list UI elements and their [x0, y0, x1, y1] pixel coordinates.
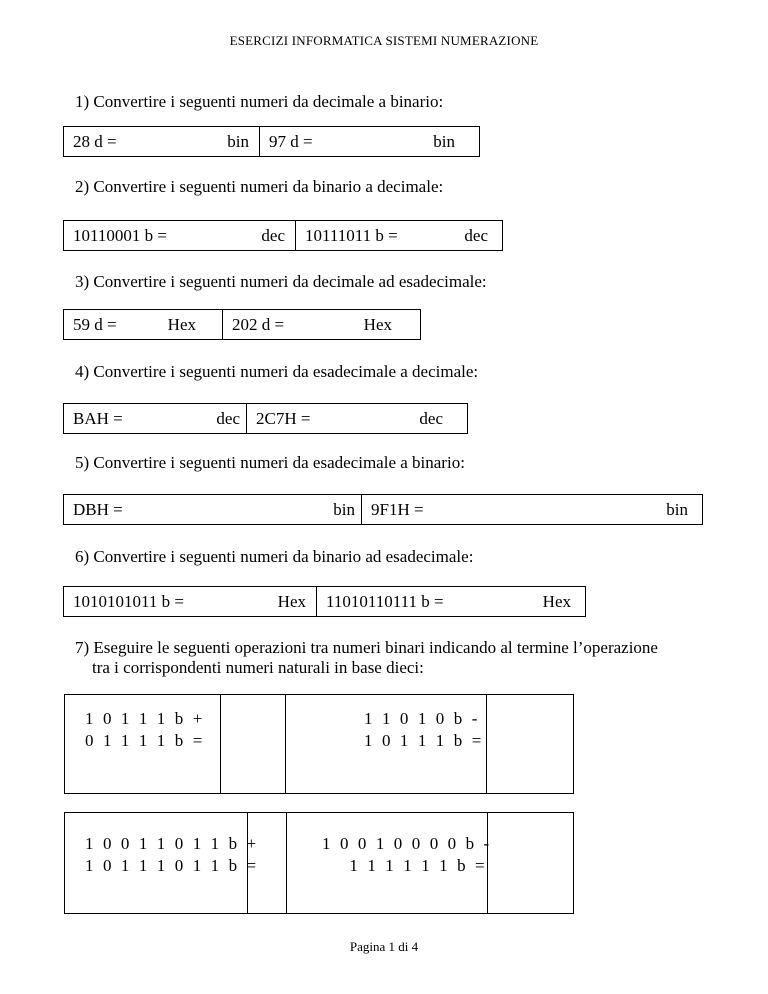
cell-label: 202 d = [232, 315, 285, 334]
cell-label: 1010101011 b = [73, 592, 184, 611]
answer-cell[interactable] [316, 587, 585, 616]
decimal-answer-cell[interactable] [487, 813, 573, 913]
question-6-title: 6) Convertire i seguenti numeri da binario ad esadecimale: [75, 547, 474, 566]
question-1-table [63, 126, 480, 157]
cell-unit: bin [666, 500, 688, 519]
answer-cell[interactable] [361, 495, 702, 524]
operation-cell [285, 695, 486, 793]
cell-label: DBH = [73, 500, 123, 519]
cell-unit: dec [261, 226, 285, 245]
answer-cell[interactable] [64, 587, 316, 616]
cell-unit: Hex [277, 592, 306, 611]
operation-cell [65, 813, 259, 913]
binary-operand: 1 0 0 1 0 0 0 0 b - [322, 834, 492, 853]
answer-cell[interactable] [64, 495, 361, 524]
answer-cell[interactable] [64, 221, 295, 250]
cell-unit: bin [333, 500, 355, 519]
question-5-table [63, 494, 703, 525]
cell-label: 10110001 b = [73, 226, 167, 245]
question-2-table [63, 220, 503, 251]
cell-label: 10111011 b = [305, 226, 398, 245]
binary-operand: 0 1 1 1 1 b = [85, 731, 205, 750]
question-7-title: 7) Eseguire le seguenti operazioni tra numeri binari indicando al termine l’operazione [75, 638, 658, 657]
cell-unit: bin [433, 132, 455, 151]
cell-label: 28 d = [73, 132, 117, 151]
operation-cell [65, 695, 220, 793]
cell-label: 2C7H = [256, 409, 311, 428]
operation-table-2 [64, 812, 574, 914]
question-4-title: 4) Convertire i seguenti numeri da esadecimale a decimale: [75, 362, 479, 381]
answer-cell[interactable] [222, 310, 420, 339]
cell-unit: dec [419, 409, 443, 428]
answer-cell[interactable] [64, 127, 259, 156]
binary-operand: 1 0 1 1 1 0 1 1 b = [85, 856, 259, 875]
decimal-answer-cell[interactable] [486, 695, 573, 793]
page-footer: Pagina 1 di 4 [349, 939, 419, 954]
cell-unit: dec [216, 409, 240, 428]
cell-unit: dec [464, 226, 488, 245]
answer-cell[interactable] [64, 310, 222, 339]
binary-operand: 1 1 0 1 0 b - [364, 709, 480, 728]
binary-operand: 1 1 1 1 1 1 b = [322, 856, 488, 875]
decimal-answer-cell[interactable] [220, 695, 285, 793]
cell-unit: bin [227, 132, 249, 151]
cell-unit: Hex [542, 592, 571, 611]
page-header: ESERCIZI INFORMATICA SISTEMI NUMERAZIONE [229, 33, 539, 48]
binary-operand: 1 0 0 1 1 0 1 1 b + [85, 834, 259, 853]
cell-label: 9F1H = [371, 500, 424, 519]
answer-cell[interactable] [246, 404, 467, 433]
answer-cell[interactable] [295, 221, 502, 250]
answer-cell[interactable] [259, 127, 479, 156]
question-7-title-cont: tra i corrispondenti numeri naturali in base dieci: [92, 658, 424, 677]
question-5-title: 5) Convertire i seguenti numeri da esadecimale a binario: [75, 453, 465, 472]
cell-unit: Hex [363, 315, 392, 334]
cell-label: 11010110111 b = [326, 592, 444, 611]
cell-label: 97 d = [269, 132, 313, 151]
binary-operand: 1 0 1 1 1 b = [364, 731, 484, 750]
operation-cell [286, 813, 492, 913]
question-3-title: 3) Convertire i seguenti numeri da decimale ad esadecimale: [75, 272, 487, 291]
question-3-table [63, 309, 421, 340]
question-6-table [63, 586, 586, 617]
question-4-table [63, 403, 468, 434]
decimal-answer-cell[interactable] [247, 813, 286, 913]
question-2-title: 2) Convertire i seguenti numeri da binario a decimale: [75, 177, 444, 196]
operation-table-1 [64, 694, 574, 794]
question-1-title: 1) Convertire i seguenti numeri da decimale a binario: [75, 92, 444, 111]
answer-cell[interactable] [64, 404, 246, 433]
cell-unit: Hex [167, 315, 196, 334]
binary-operand: 1 0 1 1 1 b + [85, 709, 205, 728]
cell-label: 59 d = [73, 315, 117, 334]
cell-label: BAH = [73, 409, 123, 428]
